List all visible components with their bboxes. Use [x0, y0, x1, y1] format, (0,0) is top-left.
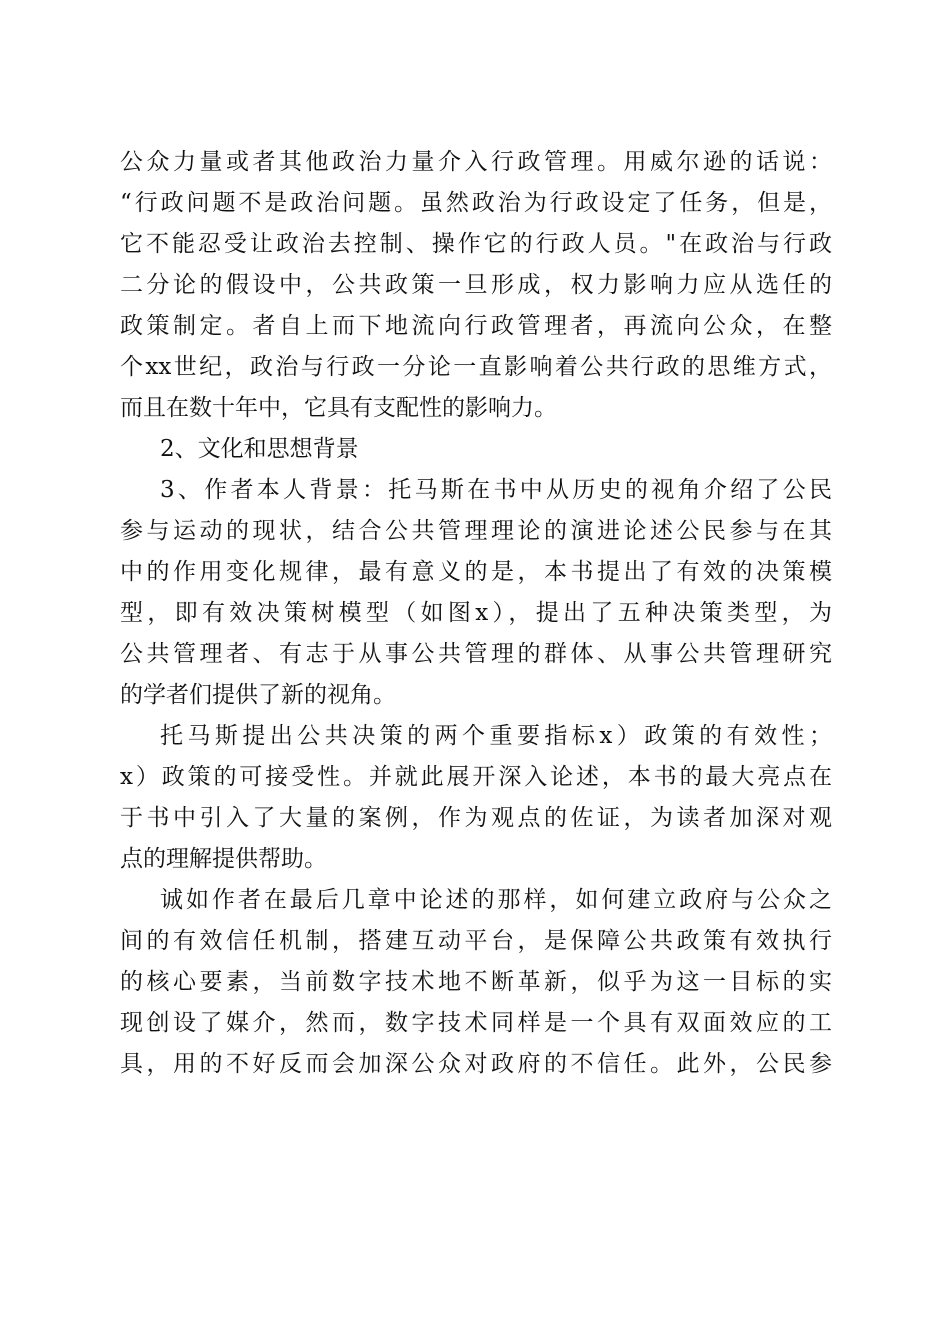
text-line: 现创设了媒介，然而，数字技术同样是一个具有双面效应的工 — [120, 1010, 832, 1036]
text-line: 而且在数十年中，它具有支配性的影响力。 — [120, 395, 557, 421]
text-line: 托马斯提出公共决策的两个重要指标x）政策的有效性； — [160, 723, 832, 749]
text-line: 的学者们提供了新的视角。 — [120, 682, 396, 708]
text-line: 参与运动的现状，结合公共管理理论的演进论述公民参与在其 — [120, 518, 832, 544]
text-line: 中的作用变化规律，最有意义的是，本书提出了有效的决策模 — [120, 559, 832, 585]
text-line: 于书中引入了大量的案例，作为观点的佐证，为读者加深对观 — [120, 805, 832, 831]
text-line: 公众力量或者其他政治力量介入行政管理。用威尔逊的话说： — [120, 149, 832, 175]
text-line: 个xx世纪，政治与行政一分论一直影响着公共行政的思维方式， — [120, 354, 832, 380]
section-heading: 2、文化和思想背景 — [160, 436, 359, 462]
text-line: 它不能忍受让政治去控制、操作它的行政人员。"在政治与行政 — [120, 231, 832, 257]
text-line: 诚如作者在最后几章中论述的那样，如何建立政府与公众之 — [160, 887, 832, 913]
text-line: 二分论的假设中，公共政策一旦形成，权力影响力应从选任的 — [120, 272, 832, 298]
text-line: 的核心要素，当前数字技术地不断革新，似乎为这一目标的实 — [120, 969, 832, 995]
text-line: 政策制定。者自上而下地流向行政管理者，再流向公众，在整 — [120, 313, 832, 339]
text-line: 点的理解提供帮助。 — [120, 846, 327, 872]
text-line: x）政策的可接受性。并就此展开深入论述，本书的最大亮点在 — [120, 764, 832, 790]
text-line: 具，用的不好反而会加深公众对政府的不信任。此外，公民参 — [120, 1051, 832, 1077]
text-line: 型，即有效决策树模型（如图x），提出了五种决策类型，为 — [120, 600, 832, 626]
document-body — [120, 142, 832, 1085]
text-line: 公共管理者、有志于从事公共管理的群体、从事公共管理研究 — [120, 641, 832, 667]
text-line: “行政问题不是政治问题。虽然政治为行政设定了任务，但是， — [120, 190, 832, 216]
text-line: 间的有效信任机制，搭建互动平台，是保障公共政策有效执行 — [120, 928, 832, 954]
text-line: 3、作者本人背景：托马斯在书中从历史的视角介绍了公民 — [160, 477, 832, 503]
